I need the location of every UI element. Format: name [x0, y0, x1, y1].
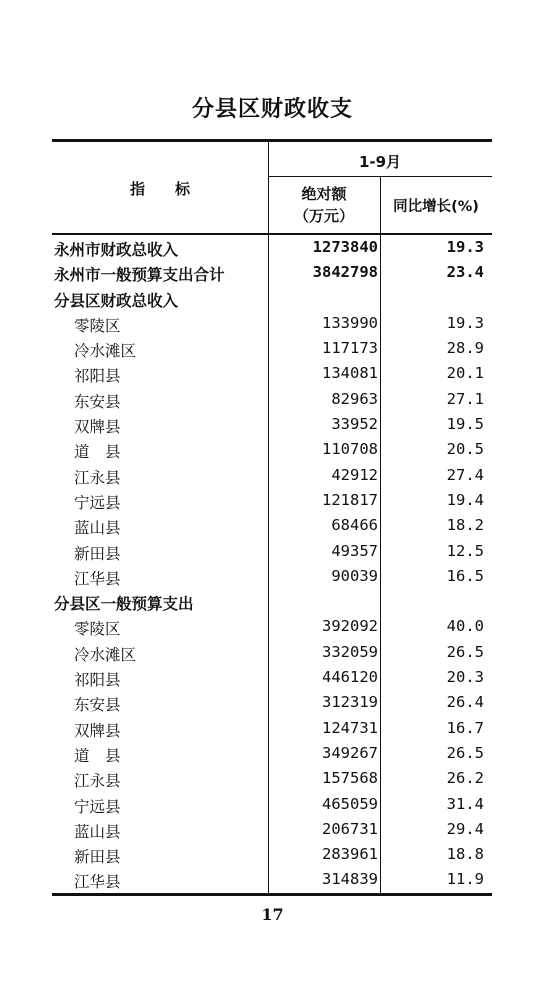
table-row	[52, 640, 492, 665]
row-label: 冷水滩区	[74, 342, 137, 361]
table-row	[52, 361, 492, 386]
row-label: 冷水滩区	[74, 645, 137, 664]
absolute-value-cell: 3842798	[312, 263, 378, 282]
table-row	[52, 437, 492, 462]
absolute-value-cell: 110708	[322, 440, 378, 459]
absolute-value-cell: 349267	[322, 743, 378, 762]
absolute-value-cell: 312319	[322, 693, 378, 712]
table-row	[52, 235, 492, 260]
table-body	[52, 235, 492, 893]
table-row	[52, 463, 492, 488]
table-top-rule	[52, 139, 492, 142]
table-row	[52, 513, 492, 538]
row-label: 江华县	[74, 873, 121, 892]
growth-value-cell: 16.7	[446, 718, 484, 737]
row-label: 江华县	[74, 569, 121, 588]
growth-value-cell: 19.4	[446, 490, 484, 509]
row-label: 双牌县	[74, 418, 121, 437]
absolute-header-line1: 绝对额	[301, 185, 347, 203]
table-row	[52, 614, 492, 639]
growth-value-cell: 19.3	[446, 238, 484, 256]
row-label: 蓝山县	[74, 822, 121, 841]
table-row	[52, 665, 492, 690]
row-label: 宁远县	[74, 797, 121, 816]
row-label: 新田县	[74, 848, 121, 867]
growth-value-cell: 18.8	[446, 845, 484, 864]
growth-value-cell: 18.2	[446, 516, 484, 535]
row-label: 江永县	[74, 772, 121, 791]
growth-value-cell: 19.5	[446, 415, 484, 434]
growth-value-cell: 20.1	[446, 364, 484, 383]
table-row	[52, 286, 492, 311]
absolute-value-cell: 124731	[322, 718, 378, 737]
row-label: 分县区财政总收入	[54, 291, 179, 310]
absolute-value-cell: 82963	[331, 389, 378, 408]
absolute-value-cell: 465059	[322, 794, 378, 813]
row-label: 蓝山县	[74, 519, 121, 538]
row-label: 祁阳县	[74, 671, 121, 690]
absolute-value-cell: 1273840	[312, 238, 378, 256]
growth-value-cell: 29.4	[446, 819, 484, 838]
table-row	[52, 260, 492, 285]
period-header: 1-9月	[358, 153, 402, 171]
absolute-value-cell: 206731	[322, 819, 378, 838]
row-label: 双牌县	[74, 721, 121, 740]
growth-value-cell: 28.9	[446, 339, 484, 358]
absolute-value-cell: 90039	[331, 566, 378, 585]
absolute-value-cell: 121817	[322, 490, 378, 509]
absolute-value-cell: 332059	[322, 642, 378, 661]
table-row	[52, 539, 492, 564]
row-label: 零陵区	[74, 620, 121, 639]
growth-value-cell: 26.5	[446, 743, 484, 762]
table-row	[52, 690, 492, 715]
table-row	[52, 817, 492, 842]
absolute-value-cell: 157568	[322, 769, 378, 788]
row-label: 祁阳县	[74, 367, 121, 386]
absolute-value-cell: 314839	[322, 870, 378, 889]
absolute-value-cell: 133990	[322, 313, 378, 332]
row-label: 永州市一般预算支出合计	[54, 266, 225, 285]
table-row	[52, 792, 492, 817]
absolute-header-line2: （万元）	[293, 207, 354, 225]
row-label: 道 县	[74, 746, 121, 765]
absolute-value-cell: 68466	[331, 516, 378, 535]
page-title: 分县区财政收支	[191, 97, 353, 122]
row-label: 零陵区	[74, 316, 121, 335]
growth-value-cell: 19.3	[446, 313, 484, 332]
table-row	[52, 412, 492, 437]
growth-value-cell: 40.0	[446, 617, 484, 636]
table-row	[52, 741, 492, 766]
table-row	[52, 311, 492, 336]
table-row	[52, 867, 492, 892]
growth-value-cell: 20.3	[446, 668, 484, 687]
absolute-value-cell: 42912	[331, 465, 378, 484]
growth-value-cell: 16.5	[446, 566, 484, 585]
growth-value-cell: 31.4	[446, 794, 484, 813]
row-label: 宁远县	[74, 493, 121, 512]
growth-header: 同比增长(%)	[393, 199, 479, 215]
row-label: 永州市财政总收入	[54, 241, 179, 259]
table-row	[52, 488, 492, 513]
table-row	[52, 842, 492, 867]
absolute-value-cell: 283961	[322, 845, 378, 864]
indicator-header: 指 标	[129, 180, 190, 198]
absolute-value-cell: 33952	[331, 415, 378, 434]
row-label: 江永县	[74, 468, 121, 487]
growth-value-cell: 26.2	[446, 769, 484, 788]
table-row	[52, 766, 492, 791]
row-label: 东安县	[74, 696, 121, 715]
row-label: 东安县	[74, 392, 121, 411]
absolute-value-cell: 117173	[322, 339, 378, 358]
header-period-rule	[268, 176, 492, 177]
absolute-value-cell: 446120	[322, 668, 378, 687]
growth-value-cell: 23.4	[446, 263, 484, 282]
growth-value-cell: 12.5	[446, 541, 484, 560]
absolute-value-cell: 134081	[322, 364, 378, 383]
growth-value-cell: 11.9	[446, 870, 484, 889]
absolute-value-cell: 49357	[331, 541, 378, 560]
table-row	[52, 716, 492, 741]
growth-value-cell: 27.1	[446, 389, 484, 408]
growth-value-cell: 26.5	[446, 642, 484, 661]
row-label: 新田县	[74, 544, 121, 563]
row-label: 道 县	[74, 443, 121, 462]
page-number: 17	[261, 905, 284, 924]
table-row	[52, 589, 492, 614]
table-row	[52, 336, 492, 361]
growth-value-cell: 26.4	[446, 693, 484, 712]
growth-value-cell: 27.4	[446, 465, 484, 484]
absolute-value-cell: 392092	[322, 617, 378, 636]
table-row	[52, 387, 492, 412]
table-row	[52, 564, 492, 589]
row-label: 分县区一般预算支出	[54, 595, 194, 614]
table-bottom-rule	[52, 893, 492, 896]
growth-value-cell: 20.5	[446, 440, 484, 459]
